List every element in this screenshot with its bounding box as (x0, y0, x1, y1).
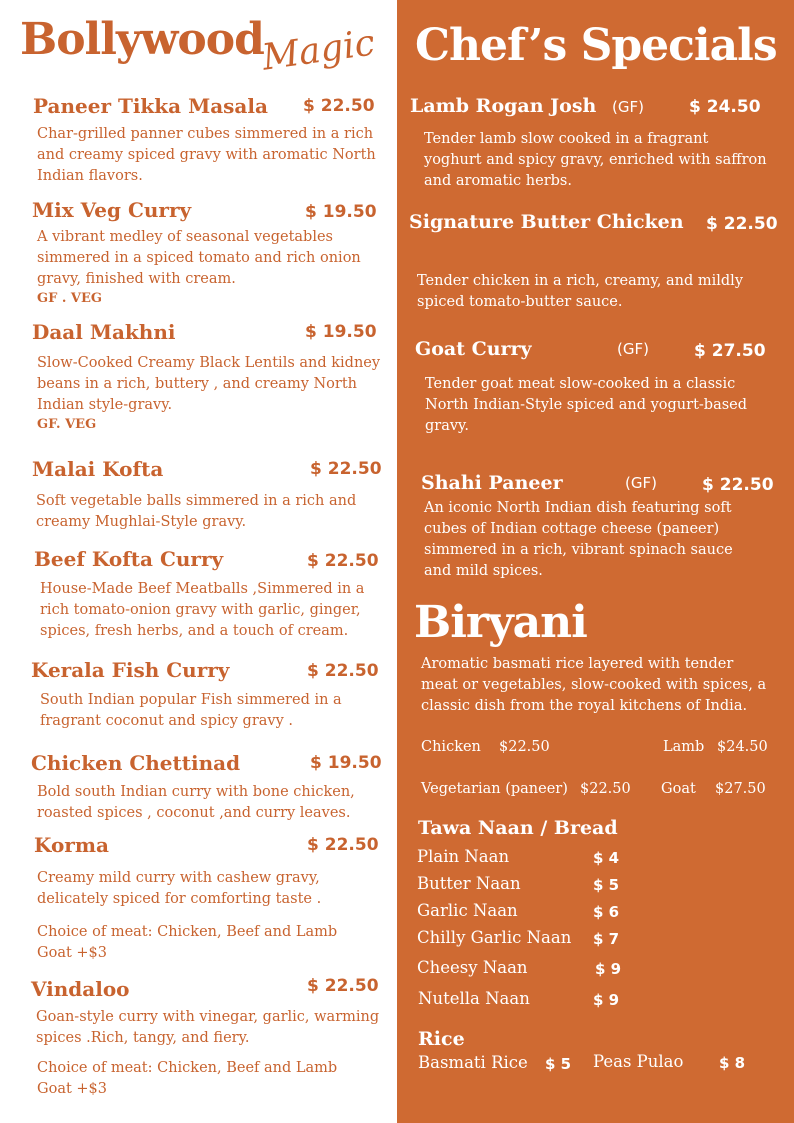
rice-item-price: $ 8 (719, 1054, 746, 1072)
biryani-option-price: $24.50 (717, 739, 768, 755)
naan-item-name: Chilly Garlic Naan (417, 928, 572, 947)
gf-label: (GF) (625, 474, 657, 492)
dish-name: Mix Veg Curry (32, 198, 192, 222)
dish-name: Kerala Fish Curry (31, 658, 230, 682)
dish-description: Soft vegetable balls simmered in a rich and creamy Mughlai-Style gravy. (36, 493, 357, 530)
naan-item-name: Butter Naan (417, 874, 521, 893)
dish-description: Bold south Indian curry with bone chicken, roasted spices , coconut ,and curry leaves. (37, 784, 355, 821)
naan-item-price: $ 9 (593, 991, 620, 1009)
special-price: $ 27.50 (694, 341, 766, 361)
special-name: Goat Curry (415, 338, 532, 360)
diet-tag: GF. VEG (37, 417, 97, 432)
special-description: An iconic North Indian dish featuring soft cubes of Indian cottage cheese (paneer) simmered in a rich, vibrant spinach sauce and mild spices. (424, 500, 733, 579)
gf-label: (GF) (612, 98, 644, 116)
dish-description: South Indian popular Fish simmered in a fragrant coconut and spicy gravy . (40, 692, 342, 729)
dish-description: Goan-style curry with vinegar, garlic, warming spices .Rich, tangy, and fiery. (36, 1009, 380, 1046)
biryani-title: Biryani (414, 597, 587, 648)
dish-description: A vibrant medley of seasonal vegetables simmered in a spiced tomato and rich onion gravy, finished with cream. (37, 229, 361, 287)
dish-price: $ 22.50 (307, 661, 379, 681)
dish-price: $ 22.50 (307, 551, 379, 571)
biryani-option-name: Goat (661, 781, 696, 797)
special-description: Tender chicken in a rich, creamy, and mildly spiced tomato-butter sauce. (417, 273, 744, 310)
diet-tag: GF . VEG (37, 291, 103, 306)
biryani-option-name: Vegetarian (paneer) (421, 781, 568, 797)
chefs-specials-title: Chef’s Specials (415, 20, 777, 71)
dish-name: Chicken Chettinad (31, 751, 241, 775)
dish-name: Paneer Tikka Masala (33, 94, 268, 118)
biryani-option-name: Chicken (421, 739, 481, 755)
rice-item-name: Peas Pulao (593, 1052, 684, 1071)
special-price: $ 24.50 (689, 97, 761, 117)
naan-item-name: Nutella Naan (418, 989, 530, 1008)
biryani-option-name: Lamb (663, 739, 705, 755)
gf-label: (GF) (617, 340, 649, 358)
dish-description: Char-grilled panner cubes simmered in a rich and creamy spiced gravy with aromatic North Indian flavors. (37, 126, 376, 184)
chefs-specials-panel (397, 0, 794, 1123)
naan-section-title: Tawa Naan / Bread (418, 817, 618, 839)
biryani-option-price: $27.50 (715, 781, 766, 797)
dish-name: Malai Kofta (32, 457, 164, 481)
special-name: Lamb Rogan Josh (410, 95, 597, 117)
naan-item-name: Plain Naan (417, 847, 510, 866)
special-price: $ 22.50 (706, 214, 778, 234)
dish-description: Slow-Cooked Creamy Black Lentils and kidney beans in a rich, buttery , and creamy North Indian style-gravy. (37, 355, 381, 413)
dish-price: $ 22.50 (307, 835, 379, 855)
dish-price: $ 22.50 (303, 96, 375, 116)
dish-description: House-Made Beef Meatballs ,Simmered in a rich tomato-onion gravy with garlic, ginger, spices, fresh herbs, and a touch of cream. (40, 581, 365, 639)
naan-item-price: $ 7 (593, 930, 620, 948)
biryani-option-price: $22.50 (499, 739, 550, 755)
naan-item-price: $ 4 (593, 849, 620, 867)
special-name: Shahi Paneer (421, 472, 563, 494)
dish-price: $ 22.50 (307, 976, 379, 996)
dish-price: $ 19.50 (310, 753, 382, 773)
dish-description: Creamy mild curry with cashew gravy, delicately spiced for comforting taste . (37, 870, 322, 907)
naan-item-name: Garlic Naan (417, 901, 518, 920)
rice-item-price: $ 5 (545, 1055, 572, 1073)
naan-item-price: $ 6 (593, 903, 620, 921)
rice-item-name: Basmati Rice (418, 1053, 528, 1072)
naan-item-price: $ 9 (595, 960, 622, 978)
special-name: Signature Butter Chicken (409, 211, 684, 233)
dish-price: $ 22.50 (310, 459, 382, 479)
dish-name: Beef Kofta Curry (34, 547, 224, 571)
special-description: Tender goat meat slow-cooked in a classic North Indian-Style spiced and yogurt-based gravy. (425, 376, 748, 434)
special-price: $ 22.50 (702, 475, 774, 495)
rice-section-title: Rice (418, 1028, 465, 1050)
naan-item-name: Cheesy Naan (417, 958, 528, 977)
biryani-description: Aromatic basmati rice layered with tender meat or vegetables, slow-cooked with spices, a classic dish from the royal kitchens of India. (421, 656, 767, 714)
dish-name: Vindaloo (31, 977, 130, 1001)
dish-name: Korma (34, 833, 109, 857)
meat-choice-note: Choice of meat: Chicken, Beef and Lamb Goat +$3 (37, 1060, 338, 1097)
naan-item-price: $ 5 (593, 876, 620, 894)
restaurant-title-script: Magic (259, 22, 378, 79)
dish-name: Daal Makhni (32, 320, 176, 344)
dish-price: $ 19.50 (305, 322, 377, 342)
restaurant-title: Bollywood (20, 14, 264, 65)
special-description: Tender lamb slow cooked in a fragrant yoghurt and spicy gravy, enriched with saffron and aromatic herbs. (424, 131, 767, 189)
dish-price: $ 19.50 (305, 202, 377, 222)
meat-choice-note: Choice of meat: Chicken, Beef and Lamb Goat +$3 (37, 924, 338, 961)
biryani-option-price: $22.50 (580, 781, 631, 797)
